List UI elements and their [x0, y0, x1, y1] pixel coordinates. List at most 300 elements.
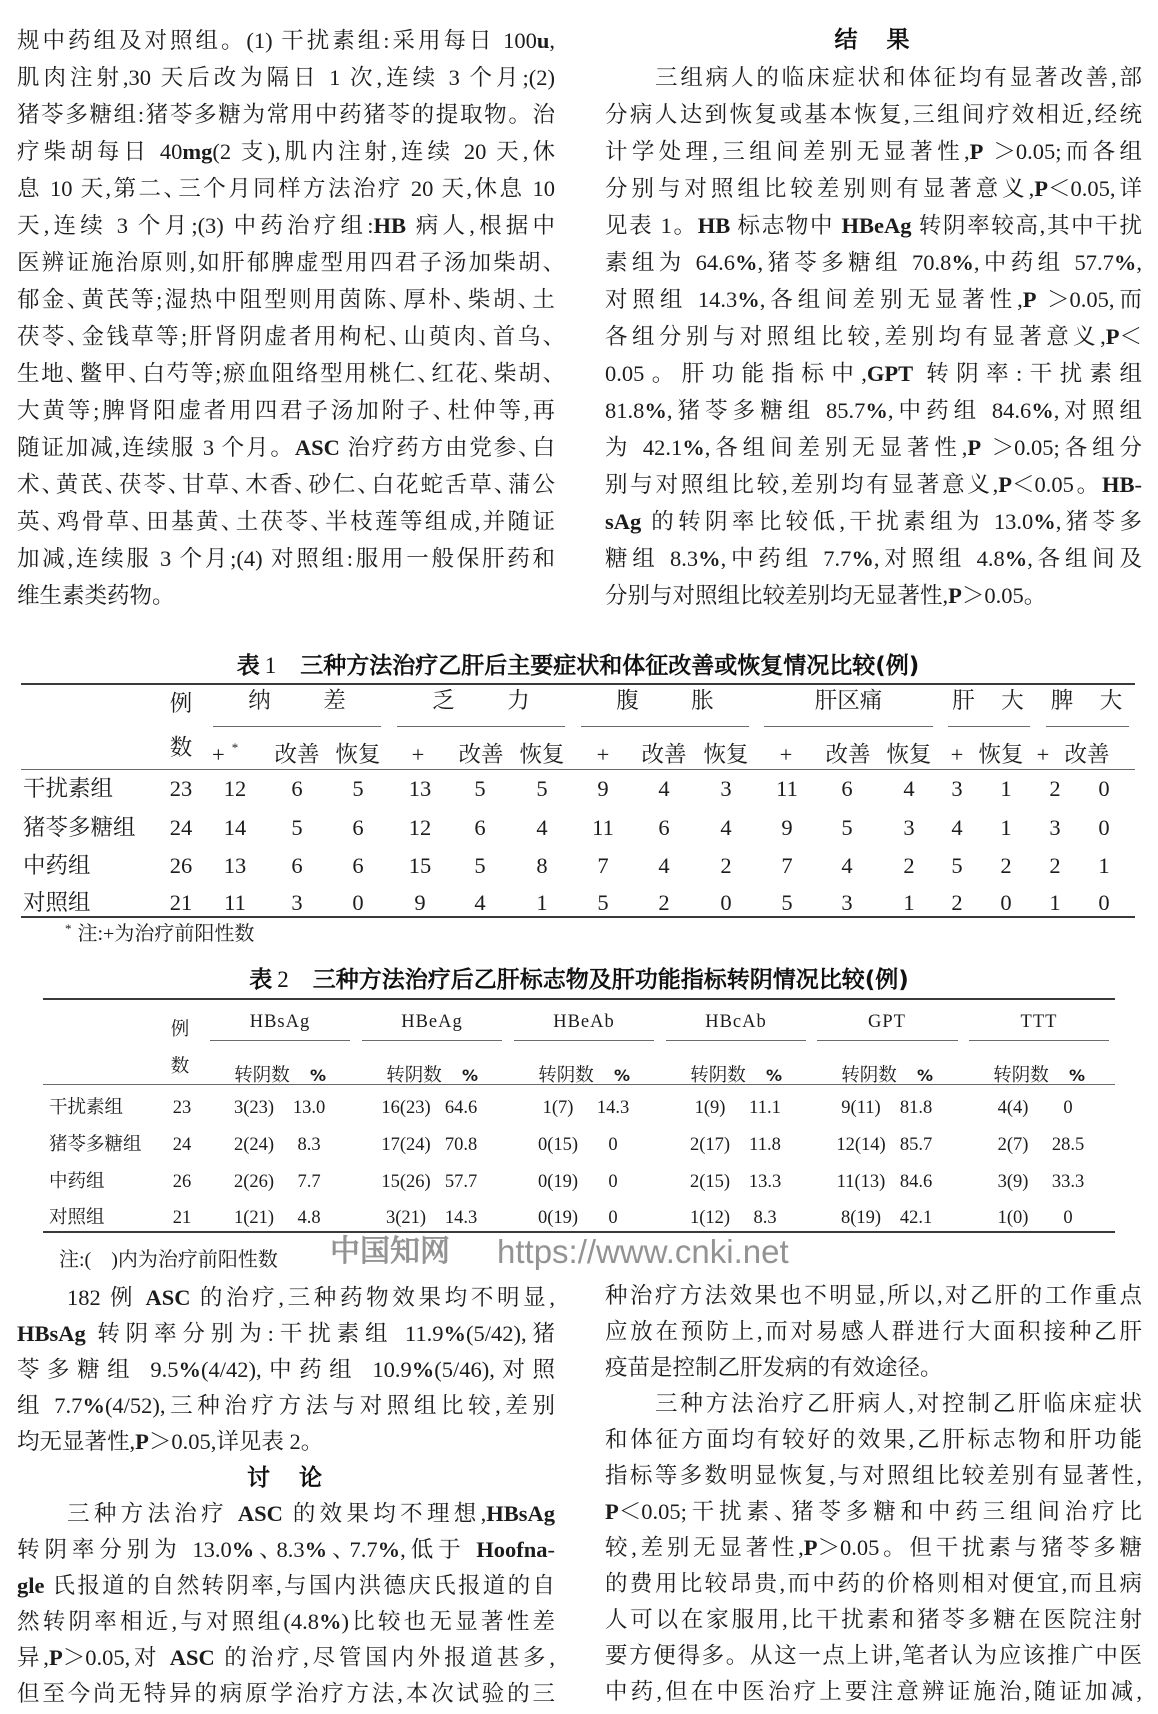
latin-run: HBsAg [486, 1501, 555, 1526]
table1-subheader: 改善 [274, 742, 320, 767]
table1-cell: 2 [903, 853, 915, 878]
table2-cell-percent: 13.0 [292, 1098, 326, 1118]
table1-cell: 2 [1049, 853, 1061, 878]
paragraph-line: 异,P＞0.05,对 ASC 的治疗,尽管国内外报道甚多, [17, 1645, 555, 1670]
latin-run: % [735, 250, 758, 275]
latin-run: % [377, 1537, 401, 1562]
table2-cell-percent: 0 [1063, 1208, 1073, 1228]
table1-cell: 9 [414, 890, 426, 915]
table2-label: 表 [249, 967, 273, 993]
latin-run: HBsAg [17, 1321, 86, 1346]
table1-subheader: + [596, 742, 610, 767]
enumeration-comma: 、 [230, 472, 246, 497]
enumeration-comma: 、 [542, 324, 555, 349]
latin-run: P [1034, 176, 1048, 201]
paragraph-line: 均无显著性,P＞0.05,详见表 2。 [17, 1429, 324, 1454]
paragraph-line: 的费用比较昂贵,而中药的价格则相对便宜,而且病 [605, 1571, 1142, 1596]
table1-cell: 6 [474, 815, 486, 840]
latin-run: % [698, 546, 721, 571]
table2-cell-count: 1(7) [542, 1098, 574, 1118]
table1-cell: 5 [951, 853, 963, 878]
paragraph-line: 素组为 64.6%,猪苓多糖组 70.8%,中药组 57.7%, [605, 250, 1142, 275]
watermark-url: https://www.cnki.net [497, 1233, 789, 1270]
enumeration-comma: 、 [478, 324, 493, 349]
table2-row-label: 干扰素组 [49, 1098, 124, 1118]
paragraph-line: 三种方法治疗乙肝病人,对控制乙肝临床症状 [655, 1391, 1142, 1416]
table1-cell: 6 [352, 815, 364, 840]
column-left-bottom [17, 1280, 555, 1712]
table1-number: 1 [264, 653, 277, 678]
latin-run: HB [697, 213, 731, 238]
table1-subheader: 恢复 [886, 742, 932, 767]
table1-subheader: 恢复 [703, 742, 749, 767]
enumeration-comma: 、 [254, 1537, 277, 1562]
table1-bottom-rule [21, 916, 1135, 918]
table2-cell-count: 9(11) [841, 1098, 881, 1118]
table1-cell: 7 [781, 853, 793, 878]
table1-subheader: 恢复 [978, 742, 1024, 767]
latin-run: sAg [605, 509, 642, 534]
table2-row-label: 对照组 [49, 1208, 105, 1228]
paragraph-line: 随证加减,连续服 3 个月。ASC 治疗药方由党参、白 [17, 435, 555, 460]
paragraph-line: 猪苓多糖组:猪苓多糖为常用中药猪苓的提取物。治 [17, 102, 555, 127]
table2-cell-percent: 64.6 [444, 1098, 478, 1118]
latin-run: % [304, 1537, 328, 1562]
plus-sign: + [212, 742, 225, 767]
table1-cell: 2 [658, 890, 670, 915]
enumeration-comma: 、 [432, 398, 448, 423]
table2-cell-percent: 14.3 [444, 1208, 478, 1228]
table1-subheader: 恢复 [519, 742, 565, 767]
paragraph-line: 计学处理,三组间差别无显著性,P ＞0.05;而各组 [605, 139, 1142, 164]
table1-cell: 3 [951, 776, 963, 801]
table1-cell: 13 [408, 776, 432, 801]
paragraph-line: 肌肉注射,30 天后改为隔日 1 次,连续 3 个月;(2) [17, 65, 555, 90]
paragraph-line: 大黄等;脾肾阳虚者用四君子汤加附子、杜仲等,再 [17, 398, 555, 423]
paragraph-line: 别与对照组比较,差别均有显著意义,P＜0.05。HB- [605, 472, 1142, 497]
table2-number: 2 [277, 967, 289, 992]
table1-row [0, 774, 1158, 804]
table2-group-header: HBsAg [249, 1012, 311, 1032]
table1-cell: 4 [536, 815, 548, 840]
table2-note: 注:( )内为治疗前阳性数 [59, 1249, 278, 1271]
table2-cell-percent: 33.3 [1051, 1172, 1085, 1192]
table2-cell-percent: 42.1 [899, 1208, 933, 1228]
table1-group-header: 腹 胀 [616, 688, 729, 713]
table2-subheader-percent: % [765, 1066, 783, 1085]
table1-subheader: 改善 [825, 742, 871, 767]
latin-run: % [443, 1321, 466, 1346]
latin-run: gle [17, 1573, 45, 1598]
table2-cell-percent: 0 [608, 1208, 618, 1228]
table2-subheader-count: 转阴数 [234, 1066, 290, 1086]
table2-cell-percent: 11.1 [749, 1098, 781, 1118]
table1-title [21, 650, 1135, 682]
table1-group-header: 肝 大 [952, 688, 1026, 713]
table2-row-label: 中药组 [49, 1172, 105, 1192]
enumeration-comma: 、 [517, 287, 533, 312]
table2-cell-percent: 8.3 [753, 1208, 777, 1228]
latin-run: P [948, 583, 962, 608]
table1-subheader-positive [212, 740, 258, 770]
table2-row-count: 21 [172, 1208, 192, 1228]
latin-run: P [605, 1499, 619, 1524]
table1-cell: 7 [597, 853, 609, 878]
column-right-bottom [605, 1278, 1142, 1710]
table1-cell: 5 [291, 815, 303, 840]
table2-cell-count: 3(23) [233, 1098, 275, 1118]
paragraph-line: 生地、鳖甲、白芍等;瘀血阻络型用桃仁、红花、柴胡、 [17, 361, 555, 386]
table2-row [0, 1205, 1158, 1231]
table2-group-underline [666, 1040, 806, 1041]
table1-row-count: 24 [169, 815, 193, 840]
column-left-top [17, 22, 555, 614]
latin-run: % [319, 1609, 342, 1634]
table2-cell-count: 1(0) [997, 1208, 1029, 1228]
table2-cell-count: 2(24) [233, 1135, 275, 1155]
table1-row-label: 干扰素组 [23, 776, 114, 801]
enumeration-comma: 、 [41, 509, 57, 534]
latin-run: HB [1101, 472, 1135, 497]
table2-row [0, 1169, 1158, 1195]
table1-cell: 5 [474, 776, 486, 801]
enumeration-comma: 、 [294, 472, 309, 497]
table1-cell: 2 [951, 890, 963, 915]
table2-subheader-count: 转阴数 [993, 1066, 1049, 1086]
section-heading-discussion: 讨 论 [247, 1465, 325, 1491]
table1-cell: 11 [592, 815, 614, 840]
paragraph-line: gle 氏报道的自然转阴率,与国内洪德庆氏报道的自 [17, 1573, 555, 1598]
latin-run: HB [373, 213, 406, 238]
latin-run: P [998, 472, 1013, 497]
table1-cell: 0 [1098, 776, 1110, 801]
latin-run: % [865, 398, 888, 423]
latin-run: % [1031, 398, 1054, 423]
enumeration-comma: 、 [220, 509, 236, 534]
table2-group-header: HBcAb [705, 1012, 767, 1032]
table1-subheader: + [411, 742, 425, 767]
enumeration-comma: 、 [41, 472, 56, 497]
table2-subheader-count: 转阴数 [690, 1066, 746, 1086]
table2-subheader-count: 转阴数 [386, 1066, 442, 1086]
enumeration-comma: 、 [773, 1499, 792, 1524]
table1-cell: 3 [720, 776, 732, 801]
table2-cell-count: 3(9) [997, 1172, 1029, 1192]
paragraph-line: 三组病人的临床症状和体征均有显著改善,部 [655, 65, 1142, 90]
table2-top-rule [43, 998, 1115, 1000]
latin-run: HBeAg [841, 213, 912, 238]
table1-subheader: + [950, 742, 964, 767]
table1-cell: 14 [223, 815, 247, 840]
table1-cell: 12 [223, 776, 247, 801]
latin-run: GPT [866, 361, 914, 386]
table1-subheader: + [1036, 742, 1050, 767]
table2-cell-count: 2(15) [689, 1172, 731, 1192]
table1-cell: 6 [841, 776, 853, 801]
table2-cell-percent: 14.3 [596, 1098, 630, 1118]
table2-group-header: HBeAb [553, 1012, 615, 1032]
table1-cell: 6 [352, 853, 364, 878]
enumeration-comma: 、 [104, 472, 119, 497]
table1-group-underline [1046, 726, 1129, 727]
table1-cell: 0 [1098, 890, 1110, 915]
paragraph-line: 81.8%,猪苓多糖组 85.7%,中药组 84.6%,对照组 [605, 398, 1142, 423]
table2-cell-percent: 4.8 [297, 1208, 321, 1228]
table2-caption: 三种方法治疗后乙肝标志物及肝功能指标转阴情况比较(例) [312, 967, 909, 993]
table1-group-header: 脾 大 [1050, 688, 1125, 713]
table1-cell: 15 [408, 853, 432, 878]
column-right-top [605, 22, 1142, 614]
enumeration-comma: 、 [453, 287, 468, 312]
enumeration-comma: 、 [388, 324, 404, 349]
enumeration-comma: 、 [310, 509, 326, 534]
table1-cell: 5 [841, 815, 853, 840]
paragraph-line: 维生素类药物。 [17, 583, 175, 608]
table1-cell: 0 [352, 890, 364, 915]
latin-run: % [682, 435, 705, 460]
table1-cell: 13 [223, 853, 247, 878]
table2-cell-count: 2(17) [689, 1135, 731, 1155]
table1-group-underline [213, 726, 381, 727]
table1-cell: 5 [352, 776, 364, 801]
latin-run: % [737, 287, 760, 312]
table2-cell-percent: 11.8 [749, 1135, 781, 1155]
paragraph-line: 中药,但在中医治疗上要注意辨证施治,随证加减, [605, 1679, 1142, 1704]
table2-cell-percent: 28.5 [1051, 1135, 1085, 1155]
enumeration-comma: 、 [542, 361, 555, 386]
table2-cell-count: 12(14) [836, 1135, 886, 1155]
table2-group-underline [817, 1040, 958, 1041]
table2-group-underline [514, 1040, 654, 1041]
table1-cell: 8 [536, 853, 548, 878]
table2-group-underline [362, 1040, 502, 1041]
enumeration-comma: 、 [542, 250, 555, 275]
paragraph-line: 天,连续 3 个月;(3) 中药治疗组:HB 病人,根据中 [17, 213, 555, 238]
paragraph-line: 182 例 ASC 的治疗,三种药物效果均不明显, [67, 1285, 555, 1310]
table2-count-header: 数 [170, 1057, 190, 1077]
table1-cell: 9 [597, 776, 609, 801]
paragraph-line: 糖组 8.3%,中药组 7.7%,对照组 4.8%,各组间及 [605, 546, 1142, 571]
watermark-brand: 中国知网 [330, 1234, 450, 1269]
paragraph-line: 对照组 14.3%,各组间差别无显著性,P ＞0.05,而 [605, 287, 1142, 312]
paragraph-line: 英、鸡骨草、田基黄、土茯苓、半枝莲等组成,并随证 [17, 509, 555, 534]
latin-run: P [48, 1645, 63, 1670]
latin-run: ASC [169, 1645, 215, 1670]
table1-caption: 三种方法治疗乙肝后主要症状和体征改善或恢复情况比较(例) [300, 653, 920, 679]
table1-group-underline [581, 726, 749, 727]
paragraph-line: 苓多糖组 9.5%(4/42),中药组 10.9%(5/46),对照 [17, 1357, 555, 1382]
table1-row-count: 26 [169, 853, 193, 878]
paragraph-line: 分别与对照组比较差别均无显著性,P＞0.05。 [605, 583, 1047, 608]
enumeration-comma: 、 [518, 435, 533, 460]
table2-subheader-percent: % [916, 1066, 934, 1085]
table1-cell: 1 [1049, 890, 1061, 915]
paragraph-line: 组 7.7%(4/52),三种治疗方法与对照组比较,差别 [17, 1393, 555, 1418]
table2-cell-count: 0(19) [537, 1208, 579, 1228]
table2-row [0, 1132, 1158, 1158]
table2-cell-percent: 85.7 [899, 1135, 933, 1155]
table1-cell: 4 [658, 853, 670, 878]
latin-run: % [411, 1357, 435, 1382]
table1-note [65, 920, 254, 948]
table1-cell: 1 [536, 890, 548, 915]
latin-run: Hoofna [476, 1537, 548, 1562]
table2-cell-percent: 0 [1063, 1098, 1073, 1118]
paragraph-line: 要方便得多。从这一点上讲,笔者认为应该推广中医 [605, 1643, 1142, 1668]
table1-cell: 12 [408, 815, 432, 840]
table1-cell: 2 [720, 853, 732, 878]
table2-cell-percent: 8.3 [297, 1135, 321, 1155]
table2-cell-count: 3(21) [385, 1208, 427, 1228]
enumeration-comma: 、 [493, 472, 509, 497]
latin-run: ASC [294, 435, 340, 460]
table1-cell: 3 [1049, 815, 1061, 840]
table1-header-rule [21, 769, 1135, 770]
table1-subheader: 改善 [1064, 742, 1110, 767]
table1-cell: 5 [474, 853, 486, 878]
table1-cell: 0 [720, 890, 732, 915]
table1-cell: 4 [841, 853, 853, 878]
table2-group-underline [969, 1040, 1109, 1041]
table1-subheader: + [779, 742, 793, 767]
table2-cell-count: 0(19) [537, 1172, 579, 1192]
latin-run: mg [182, 139, 213, 164]
latin-run: ASC [237, 1501, 283, 1526]
table1-subheader: 改善 [458, 742, 504, 767]
paragraph-line: 茯苓、金钱草等;肝肾阴虚者用枸杞、山萸肉、首乌、 [17, 324, 555, 349]
table1-group-underline [397, 726, 565, 727]
table2-subheader-percent: % [613, 1066, 631, 1085]
paragraph-line: 较,差别无显著性,P＞0.05。但干扰素与猪苓多糖 [605, 1535, 1142, 1560]
paragraph-line: P＜0.05;干扰素、猪苓多糖和中药三组间治疗比 [605, 1499, 1142, 1524]
table1-cell: 11 [776, 776, 798, 801]
table1-cell: 4 [903, 776, 915, 801]
paragraph-line: 疫苗是控制乙肝发病的有效途径。 [605, 1355, 943, 1380]
table1-cell: 1 [1000, 776, 1012, 801]
enumeration-comma: 、 [417, 361, 432, 386]
table2-cell-percent: 13.3 [748, 1172, 782, 1192]
table1-count-header: 数 [169, 735, 193, 760]
table1-cell: 5 [536, 776, 548, 801]
table2-cell-count: 1(12) [689, 1208, 731, 1228]
paragraph-line: 各组分别与对照组比较,差别均有显著意义,P＜ [605, 324, 1142, 349]
table2-cell-count: 16(23) [381, 1098, 431, 1118]
table2-cell-count: 0(15) [537, 1135, 579, 1155]
footnote-marker: * [231, 740, 239, 755]
table1-row-count: 23 [169, 776, 193, 801]
latin-run: % [1004, 546, 1028, 571]
latin-run: % [178, 1357, 201, 1382]
table2-cell-count: 11(13) [836, 1172, 886, 1192]
table1-row-label: 对照组 [23, 890, 91, 915]
table1-cell: 1 [1000, 815, 1012, 840]
latin-run: % [82, 1393, 105, 1418]
enumeration-comma: 、 [479, 361, 495, 386]
table1-cell: 6 [658, 815, 670, 840]
table1-count-header: 例 [169, 691, 193, 716]
paragraph-line: 种治疗方法效果也不明显,所以,对乙肝的工作重点 [605, 1283, 1142, 1308]
table1-cell: 5 [781, 890, 793, 915]
table2-cell-percent: 70.8 [444, 1135, 478, 1155]
enumeration-comma: 、 [128, 361, 143, 386]
table2-subheader-percent: % [309, 1066, 327, 1085]
table1-cell: 2 [1000, 853, 1012, 878]
table1-group-header: 纳 差 [248, 688, 361, 713]
paragraph-line: 然转阴率相近,与对照组(4.8%)比较也无显著性差 [17, 1609, 555, 1634]
paragraph-line: 应放在预防上,而对易感人群进行大面积接种乙肝 [605, 1319, 1142, 1344]
table2-header-rule [43, 1084, 1115, 1085]
table2-row-count: 23 [172, 1098, 192, 1118]
table2-cell-percent: 0 [608, 1135, 618, 1155]
paragraph-line: 但至今尚无特异的病原学治疗方法,本次试验的三 [17, 1681, 555, 1706]
table1-cell: 6 [291, 853, 303, 878]
latin-run: P [135, 1429, 149, 1454]
table1-subheader: 改善 [641, 742, 687, 767]
table2-row-count: 24 [172, 1135, 192, 1155]
paragraph-line: 息 10 天,第二、三个月同样方法治疗 20 天,休息 10 [17, 176, 555, 201]
table1-cell: 5 [597, 890, 609, 915]
latin-run: % [951, 250, 974, 275]
table1-group-header: 肝区痛 [814, 688, 883, 713]
table1-cell: 11 [224, 890, 246, 915]
table2-count-header: 例 [170, 1020, 190, 1040]
latin-run: P [1022, 287, 1037, 312]
enumeration-comma: 、 [66, 287, 82, 312]
table2-cell-percent: 84.6 [899, 1172, 933, 1192]
latin-run: % [1033, 509, 1056, 534]
table1-row-count: 21 [169, 890, 193, 915]
paragraph-line: 转阴率分别为 13.0%、8.3%、7.7%,低于 Hoofna- [17, 1537, 555, 1562]
paragraph-line: 术、黄芪、茯苓、甘草、木香、砂仁、白花蛇舌草、蒲公 [17, 472, 555, 497]
table2-title [43, 964, 1115, 996]
paragraph-line: 三种方法治疗 ASC 的效果均不理想,HBsAg [67, 1501, 555, 1526]
table2-cell-count: 4(4) [997, 1098, 1029, 1118]
paragraph-line: 医辨证施治原则,如肝郁脾虚型用四君子汤加柴胡、 [17, 250, 555, 275]
table1-note-text: 注:+为治疗前阳性数 [77, 923, 255, 945]
table2-cell-count: 2(26) [233, 1172, 275, 1192]
table2-row-count: 26 [172, 1172, 192, 1192]
table2-cell-percent: 0 [608, 1172, 618, 1192]
paragraph-line: HBsAg 转阴率分别为:干扰素组 11.9%(5/42),猪 [17, 1321, 555, 1346]
table1-cell: 3 [841, 890, 853, 915]
paragraph-line: 0.05。肝功能指标中,GPT 转阴率:干扰素组 [605, 361, 1142, 386]
table1-cell: 4 [658, 776, 670, 801]
latin-run: P [969, 139, 984, 164]
enumeration-comma: 、 [66, 324, 82, 349]
table1-row [0, 851, 1158, 881]
paragraph-line: 分别与对照组比较差别则有显著意义,P＜0.05,详 [605, 176, 1142, 201]
latin-run: u [536, 28, 550, 53]
enumeration-comma: 、 [357, 472, 372, 497]
paragraph-line: 分病人达到恢复或基本恢复,三组间疗效相近,经统 [605, 102, 1142, 127]
table2-cell-count: 8(19) [840, 1208, 882, 1228]
latin-run: P [967, 435, 982, 460]
paragraph-line: 规中药组及对照组。(1) 干扰素组:采用每日 100u, [17, 28, 555, 53]
paragraph-line: 人可以在家服用,比干扰素和猪苓多糖在医院注射 [605, 1607, 1142, 1632]
table2-subheader-count: 转阴数 [538, 1066, 594, 1086]
enumeration-comma: 、 [65, 361, 80, 386]
table1-cell: 1 [1098, 853, 1110, 878]
latin-run: % [231, 1537, 255, 1562]
table1-cell: 2 [1049, 776, 1061, 801]
table2-group-header: HBeAg [401, 1012, 463, 1032]
table1-row [0, 813, 1158, 843]
footnote-marker: * [65, 921, 72, 936]
table2-row-label: 猪苓多糖组 [49, 1135, 142, 1155]
table1-subheader: 恢复 [335, 742, 381, 767]
table2-group-header: TTT [1020, 1012, 1058, 1032]
table1-cell: 1 [903, 890, 915, 915]
